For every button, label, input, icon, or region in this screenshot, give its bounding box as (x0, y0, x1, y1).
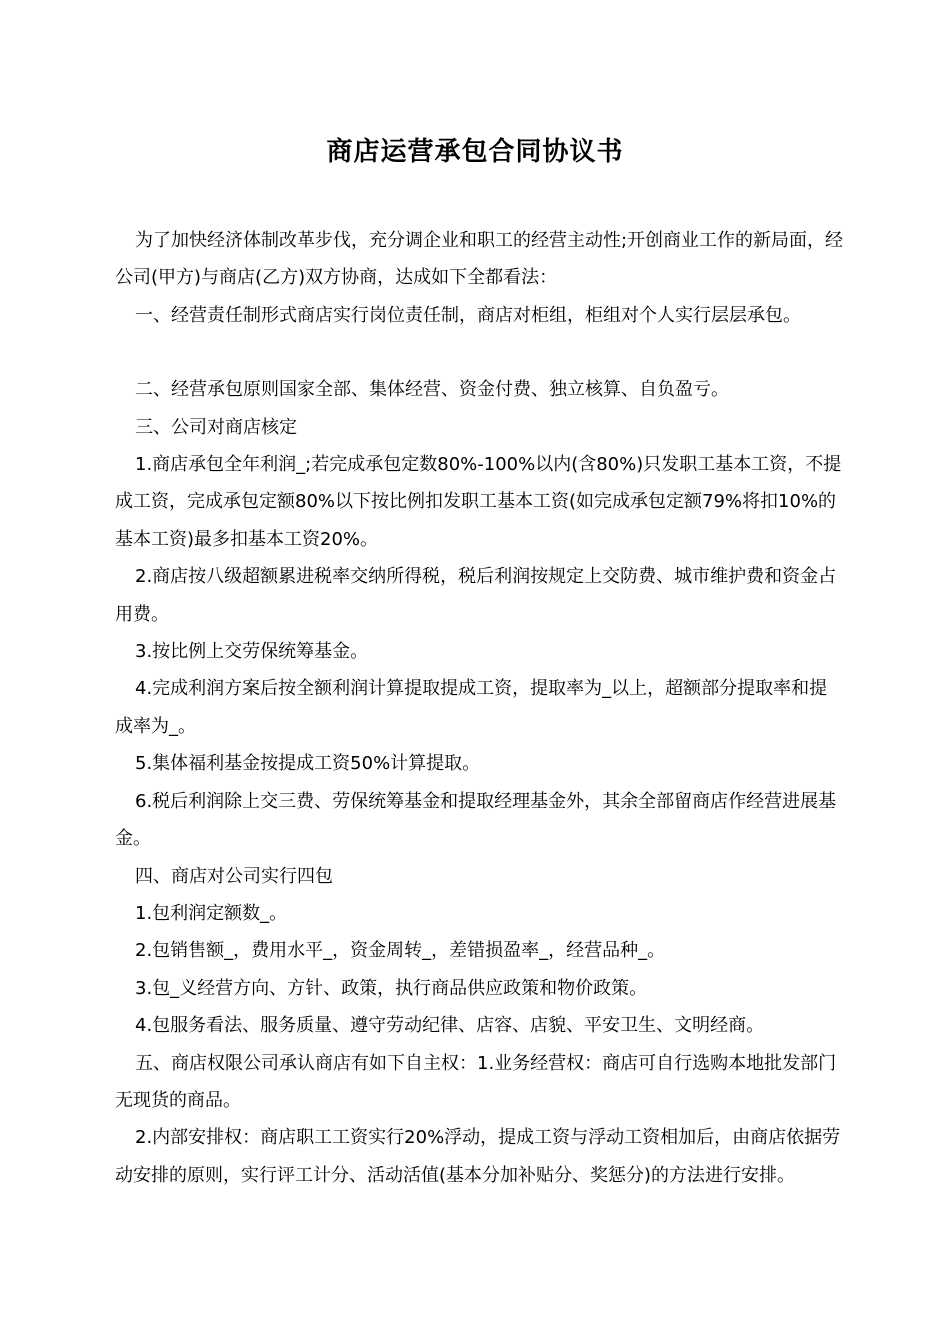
paragraph-4-3: 3.包_义经营方向、方针、政策，执行商品供应政策和物价政策。 (135, 977, 648, 999)
paragraph-3-6: 6.税后利润除上交三费、劳保统筹基金和提取经理基金外，其余全部留商店作经营进展基金。 (115, 790, 837, 850)
paragraph-3-5: 5.集体福利基金按提成工资50%计算提取。 (135, 753, 481, 775)
paragraph-section-1: 一、经营责任制形式商店实行岗位责任制，商店对柜组，柜组对个人实行层层承包。 (135, 304, 801, 326)
paragraph-section-4-heading: 四、商店对公司实行四包 (135, 865, 333, 887)
paragraph-intro: 为了加快经济体制改革步伐，充分调企业和职工的经营主动性;开创商业工作的新局面，经公司(甲方)与商店(乙方)双方协商，达成如下全都看法： (115, 230, 844, 289)
paragraph-3-3: 3.按比例上交劳保统筹基金。 (135, 641, 369, 663)
paragraph-4-4: 4.包服务看法、服务质量、遵守劳动纪律、店容、店貌、平安卫生、文明经商。 (135, 1015, 765, 1037)
document-title: 商店运营承包合同协议书 (326, 137, 624, 167)
paragraph-section-2: 二、经营承包原则国家全部、集体经营、资金付费、独立核算、自负盈亏。 (135, 379, 729, 401)
paragraph-section-5: 五、商店权限公司承认商店有如下自主权：1.业务经营权：商店可自行选购本地批发部门无现货的商品。 (115, 1052, 837, 1111)
paragraph-3-4: 4.完成利润方案后按全额利润计算提取提成工资，提取率为_以上，超额部分提取率和提成率为_。 (115, 678, 828, 737)
paragraph-3-1: 1.商店承包全年利润_;若完成承包定数80%-100%以内(含80%)只发职工基本工资，不提成工资，完成承包定额80%以下按比例扣发职工基本工资(如完成承包定额79%将扣10%的基本工资)最多扣基本工资20%。 (115, 454, 842, 550)
paragraph-4-2: 2.包销售额_，费用水平_，资金周转_，差错损盈率_，经营品种_。 (135, 940, 666, 962)
paragraph-3-2: 2.商店按八级超额累进税率交纳所得税，税后利润按规定上交防费、城市维护费和资金占用费。 (115, 566, 837, 625)
paragraph-section-3-heading: 三、公司对商店核定 (135, 416, 297, 438)
document-body (115, 222, 845, 1194)
paragraph-5-2: 2.内部安排权：商店职工工资实行20%浮动，提成工资与浮动工资相加后，由商店依据劳动安排的原则，实行评工计分、活动活值(基本分加补贴分、奖惩分)的方法进行安排。 (115, 1127, 841, 1186)
paragraph-4-1: 1.包利润定额数_。 (135, 902, 288, 924)
